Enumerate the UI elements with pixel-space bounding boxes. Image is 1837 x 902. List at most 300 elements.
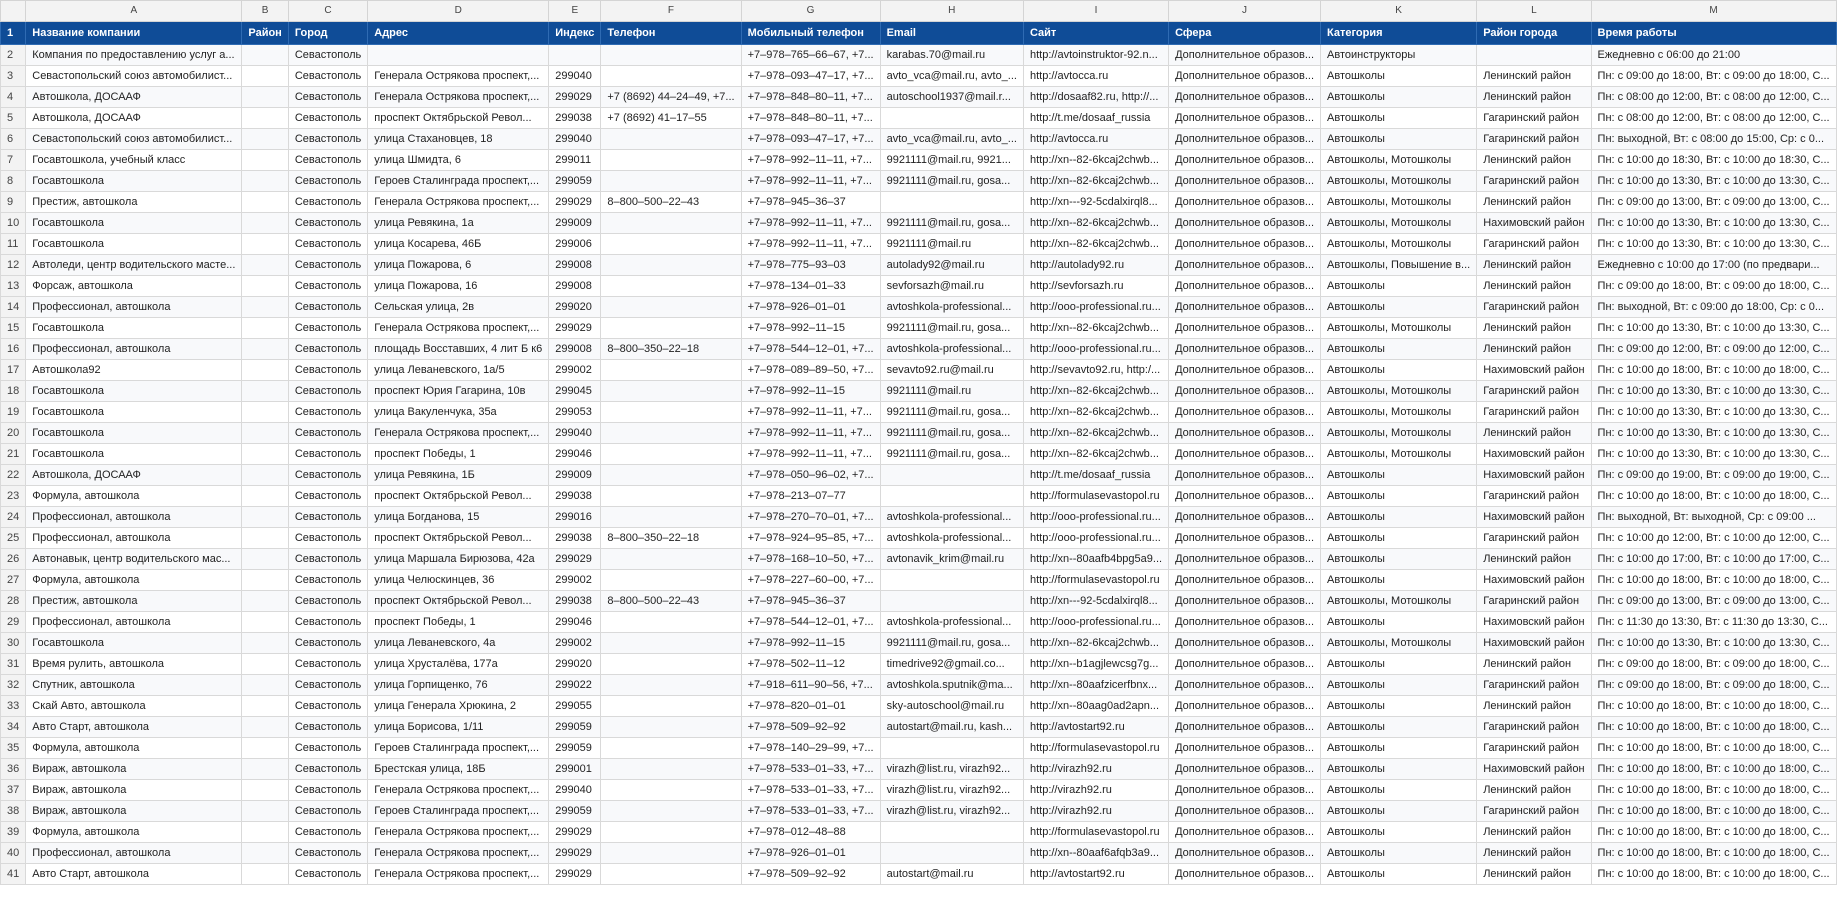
table-cell[interactable]: +7‒978‒926‒01‒01 xyxy=(741,843,880,864)
table-cell[interactable] xyxy=(242,108,288,129)
column-header-m[interactable]: M xyxy=(1591,1,1836,22)
table-cell[interactable]: http://t.me/dosaaf_russia xyxy=(1023,465,1168,486)
table-cell[interactable]: Дополнительное образов... xyxy=(1169,654,1321,675)
header-cell-company-name[interactable]: Название компании xyxy=(26,22,242,45)
table-cell[interactable]: 299029 xyxy=(549,192,601,213)
table-cell[interactable]: Нахимовский район xyxy=(1477,633,1591,654)
table-cell[interactable]: +7‒978‒134‒01‒33 xyxy=(741,276,880,297)
table-cell[interactable] xyxy=(242,234,288,255)
table-cell[interactable] xyxy=(880,822,1023,843)
table-cell[interactable] xyxy=(601,402,741,423)
table-cell[interactable]: +7‒978‒544‒12‒01, +7... xyxy=(741,339,880,360)
table-cell[interactable]: Пн: с 10:00 до 18:00, Вт: с 10:00 до 18:00, С... xyxy=(1591,843,1836,864)
table-cell[interactable]: Автошколы xyxy=(1321,570,1477,591)
table-cell[interactable]: Автошколы xyxy=(1321,486,1477,507)
table-cell[interactable]: 8‒800‒500‒22‒43 xyxy=(601,192,741,213)
table-cell[interactable] xyxy=(601,234,741,255)
table-cell[interactable]: +7‒978‒992‒11‒11, +7... xyxy=(741,150,880,171)
row-number[interactable]: 3 xyxy=(1,66,26,87)
table-cell[interactable]: Севастополь xyxy=(288,192,367,213)
table-cell[interactable] xyxy=(242,255,288,276)
table-cell[interactable]: Севастополь xyxy=(288,612,367,633)
table-cell[interactable] xyxy=(601,654,741,675)
table-cell[interactable] xyxy=(242,717,288,738)
row-number[interactable]: 32 xyxy=(1,675,26,696)
table-cell[interactable]: http://avtocca.ru xyxy=(1023,129,1168,150)
table-cell[interactable]: Автоинструкторы xyxy=(1321,45,1477,66)
table-cell[interactable]: Спутник, автошкола xyxy=(26,675,242,696)
table-cell[interactable]: +7‒978‒992‒11‒11, +7... xyxy=(741,213,880,234)
table-cell[interactable] xyxy=(601,801,741,822)
table-cell[interactable]: Севастополь xyxy=(288,591,367,612)
table-cell[interactable]: Генерала Острякова проспект,... xyxy=(368,843,549,864)
table-cell[interactable]: улица Косарева, 46Б xyxy=(368,234,549,255)
table-cell[interactable]: Севастополь xyxy=(288,633,367,654)
table-cell[interactable] xyxy=(242,192,288,213)
table-cell[interactable]: Скай Авто, автошкола xyxy=(26,696,242,717)
table-cell[interactable]: Дополнительное образов... xyxy=(1169,171,1321,192)
table-cell[interactable]: Ленинский район xyxy=(1477,255,1591,276)
header-cell-phone[interactable]: Телефон xyxy=(601,22,741,45)
table-cell[interactable]: Формула, автошкола xyxy=(26,570,242,591)
table-cell[interactable]: Автошколы xyxy=(1321,465,1477,486)
table-cell[interactable]: Профессионал, автошкола xyxy=(26,612,242,633)
column-header-k[interactable]: K xyxy=(1321,1,1477,22)
table-cell[interactable]: Севастополь xyxy=(288,549,367,570)
table-cell[interactable]: 299009 xyxy=(549,213,601,234)
table-cell[interactable]: 299002 xyxy=(549,360,601,381)
table-cell[interactable]: virazh@list.ru, virazh92... xyxy=(880,759,1023,780)
table-cell[interactable] xyxy=(242,87,288,108)
table-cell[interactable]: Гагаринский район xyxy=(1477,738,1591,759)
header-cell-website[interactable]: Сайт xyxy=(1023,22,1168,45)
table-cell[interactable]: http://xn--82-6kcaj2chwb... xyxy=(1023,444,1168,465)
table-cell[interactable]: 299059 xyxy=(549,717,601,738)
table-cell[interactable]: Севастополь xyxy=(288,360,367,381)
table-cell[interactable]: Пн: с 10:00 до 13:30, Вт: с 10:00 до 13:30, С... xyxy=(1591,381,1836,402)
table-cell[interactable] xyxy=(242,549,288,570)
table-cell[interactable]: Вираж, автошкола xyxy=(26,759,242,780)
table-cell[interactable]: 299045 xyxy=(549,381,601,402)
table-cell[interactable]: Пн: с 10:00 до 13:30, Вт: с 10:00 до 13:30, С... xyxy=(1591,444,1836,465)
table-cell[interactable]: Пн: с 10:00 до 17:00, Вт: с 10:00 до 17:00, С... xyxy=(1591,549,1836,570)
table-cell[interactable] xyxy=(242,864,288,885)
table-cell[interactable]: Пн: с 08:00 до 12:00, Вт: с 08:00 до 12:00, С... xyxy=(1591,108,1836,129)
column-header-a[interactable]: A xyxy=(26,1,242,22)
header-cell-address[interactable]: Адрес xyxy=(368,22,549,45)
table-cell[interactable]: +7‒978‒992‒11‒11, +7... xyxy=(741,444,880,465)
table-cell[interactable] xyxy=(601,444,741,465)
table-cell[interactable]: Автошколы xyxy=(1321,759,1477,780)
row-number[interactable]: 22 xyxy=(1,465,26,486)
table-cell[interactable]: 299001 xyxy=(549,759,601,780)
table-cell[interactable]: Севастополь xyxy=(288,780,367,801)
select-all-corner[interactable] xyxy=(1,1,26,22)
table-cell[interactable]: Автошкола, ДОСААФ xyxy=(26,87,242,108)
column-header-f[interactable]: F xyxy=(601,1,741,22)
table-cell[interactable] xyxy=(601,717,741,738)
table-cell[interactable]: Дополнительное образов... xyxy=(1169,801,1321,822)
table-cell[interactable]: Престиж, автошкола xyxy=(26,192,242,213)
table-cell[interactable]: http://xn--82-6kcaj2chwb... xyxy=(1023,150,1168,171)
table-cell[interactable]: Генерала Острякова проспект,... xyxy=(368,192,549,213)
table-cell[interactable]: 299055 xyxy=(549,696,601,717)
table-cell[interactable]: Автошколы xyxy=(1321,87,1477,108)
row-number[interactable]: 25 xyxy=(1,528,26,549)
table-cell[interactable]: Госавтошкола xyxy=(26,381,242,402)
table-cell[interactable]: Автошколы, Мотошколы xyxy=(1321,192,1477,213)
table-cell[interactable]: 299020 xyxy=(549,297,601,318)
table-cell[interactable]: Пн: с 10:00 до 18:00, Вт: с 10:00 до 18:00, С... xyxy=(1591,738,1836,759)
table-cell[interactable]: Ежедневно с 06:00 до 21:00 xyxy=(1591,45,1836,66)
table-cell[interactable]: Дополнительное образов... xyxy=(1169,276,1321,297)
table-cell[interactable]: http://xn--b1agjlewcsg7g... xyxy=(1023,654,1168,675)
table-cell[interactable]: 299029 xyxy=(549,318,601,339)
table-cell[interactable]: Вираж, автошкола xyxy=(26,780,242,801)
table-cell[interactable]: timedrive92@gmail.co... xyxy=(880,654,1023,675)
table-cell[interactable]: 9921111@mail.ru, gosa... xyxy=(880,423,1023,444)
table-cell[interactable]: Дополнительное образов... xyxy=(1169,213,1321,234)
table-cell[interactable]: 9921111@mail.ru, gosa... xyxy=(880,171,1023,192)
table-cell[interactable]: проспект Октябрьской Револ... xyxy=(368,528,549,549)
row-number[interactable]: 26 xyxy=(1,549,26,570)
table-cell[interactable]: Профессионал, автошкола xyxy=(26,297,242,318)
table-cell[interactable]: Автошкола, ДОСААФ xyxy=(26,465,242,486)
table-cell[interactable]: Автошколы xyxy=(1321,675,1477,696)
table-cell[interactable] xyxy=(242,318,288,339)
table-cell[interactable] xyxy=(601,738,741,759)
table-cell[interactable]: Ленинский район xyxy=(1477,822,1591,843)
table-cell[interactable]: +7‒978‒945‒36‒37 xyxy=(741,591,880,612)
table-cell[interactable]: +7‒978‒848‒80‒11, +7... xyxy=(741,108,880,129)
table-cell[interactable]: Автошколы, Мотошколы xyxy=(1321,402,1477,423)
table-cell[interactable] xyxy=(242,486,288,507)
table-cell[interactable]: 299016 xyxy=(549,507,601,528)
table-cell[interactable]: Автошколы xyxy=(1321,339,1477,360)
table-cell[interactable]: Автошколы xyxy=(1321,654,1477,675)
row-number[interactable]: 30 xyxy=(1,633,26,654)
table-cell[interactable]: Ленинский район xyxy=(1477,696,1591,717)
table-cell[interactable]: Дополнительное образов... xyxy=(1169,780,1321,801)
table-cell[interactable]: +7‒978‒544‒12‒01, +7... xyxy=(741,612,880,633)
table-cell[interactable]: Ленинский район xyxy=(1477,864,1591,885)
table-cell[interactable]: Севастополь xyxy=(288,843,367,864)
table-cell[interactable] xyxy=(880,843,1023,864)
column-header-d[interactable]: D xyxy=(368,1,549,22)
header-cell-category[interactable]: Категория xyxy=(1321,22,1477,45)
table-cell[interactable]: +7 (8692) 44‒24‒49, +7... xyxy=(601,87,741,108)
table-cell[interactable]: Нахимовский район xyxy=(1477,570,1591,591)
table-cell[interactable] xyxy=(242,150,288,171)
table-cell[interactable]: http://virazh92.ru xyxy=(1023,801,1168,822)
table-cell[interactable] xyxy=(601,570,741,591)
table-cell[interactable] xyxy=(242,402,288,423)
table-cell[interactable] xyxy=(242,822,288,843)
table-cell[interactable]: Автошколы xyxy=(1321,108,1477,129)
row-number[interactable]: 36 xyxy=(1,759,26,780)
table-cell[interactable]: +7‒978‒227‒60‒00, +7... xyxy=(741,570,880,591)
table-cell[interactable]: Автошколы xyxy=(1321,297,1477,318)
table-cell[interactable]: Гагаринский район xyxy=(1477,297,1591,318)
row-number[interactable]: 21 xyxy=(1,444,26,465)
table-cell[interactable]: Дополнительное образов... xyxy=(1169,402,1321,423)
table-cell[interactable]: Севастополь xyxy=(288,339,367,360)
table-cell[interactable]: Форсаж, автошкола xyxy=(26,276,242,297)
table-cell[interactable]: 9921111@mail.ru xyxy=(880,234,1023,255)
table-cell[interactable]: http://xn--82-6kcaj2chwb... xyxy=(1023,381,1168,402)
table-cell[interactable]: Автошкола92 xyxy=(26,360,242,381)
table-cell[interactable]: +7‒978‒924‒95‒85, +7... xyxy=(741,528,880,549)
table-cell[interactable]: проспект Октябрьской Револ... xyxy=(368,108,549,129)
table-cell[interactable]: Пн: с 09:00 до 18:00, Вт: с 09:00 до 18:00, С... xyxy=(1591,276,1836,297)
table-cell[interactable]: Автошколы, Мотошколы xyxy=(1321,234,1477,255)
table-cell[interactable]: Гагаринский район xyxy=(1477,486,1591,507)
table-cell[interactable] xyxy=(242,339,288,360)
table-cell[interactable]: Госавтошкола xyxy=(26,213,242,234)
table-cell[interactable] xyxy=(242,633,288,654)
table-cell[interactable]: Ежедневно с 10:00 до 17:00 (по предвари... xyxy=(1591,255,1836,276)
table-cell[interactable]: Пн: выходной, Вт: с 08:00 до 15:00, Ср: с 0... xyxy=(1591,129,1836,150)
table-cell[interactable]: avtoshkola-professional... xyxy=(880,297,1023,318)
table-cell[interactable]: Пн: с 09:00 до 18:00, Вт: с 09:00 до 18:00, С... xyxy=(1591,654,1836,675)
row-number[interactable]: 10 xyxy=(1,213,26,234)
table-cell[interactable]: http://xn--80aaf6afqb3a9... xyxy=(1023,843,1168,864)
table-cell[interactable]: Авто Старт, автошкола xyxy=(26,717,242,738)
header-cell-region[interactable]: Район xyxy=(242,22,288,45)
table-cell[interactable]: http://xn--82-6kcaj2chwb... xyxy=(1023,234,1168,255)
table-cell[interactable]: +7‒978‒820‒01‒01 xyxy=(741,696,880,717)
table-cell[interactable]: Гагаринский район xyxy=(1477,234,1591,255)
table-cell[interactable] xyxy=(601,255,741,276)
table-cell[interactable]: Пн: с 09:00 до 13:00, Вт: с 09:00 до 13:00, С... xyxy=(1591,591,1836,612)
table-cell[interactable]: Пн: с 10:00 до 13:30, Вт: с 10:00 до 13:30, С... xyxy=(1591,402,1836,423)
table-cell[interactable]: http://dosaaf82.ru, http://... xyxy=(1023,87,1168,108)
table-cell[interactable]: Ленинский район xyxy=(1477,843,1591,864)
row-number[interactable]: 4 xyxy=(1,87,26,108)
table-cell[interactable]: Севастополь xyxy=(288,171,367,192)
table-cell[interactable]: 299053 xyxy=(549,402,601,423)
row-number[interactable]: 15 xyxy=(1,318,26,339)
table-cell[interactable]: +7‒978‒168‒10‒50, +7... xyxy=(741,549,880,570)
table-cell[interactable]: Севастополь xyxy=(288,234,367,255)
table-cell[interactable]: Пн: с 10:00 до 18:30, Вт: с 10:00 до 18:30, С... xyxy=(1591,150,1836,171)
header-cell-email[interactable]: Email xyxy=(880,22,1023,45)
table-cell[interactable]: 299006 xyxy=(549,234,601,255)
table-cell[interactable]: Пн: с 10:00 до 18:00, Вт: с 10:00 до 18:00, С... xyxy=(1591,801,1836,822)
table-cell[interactable]: autolady92@mail.ru xyxy=(880,255,1023,276)
table-cell[interactable]: Формула, автошкола xyxy=(26,486,242,507)
table-cell[interactable]: Дополнительное образов... xyxy=(1169,150,1321,171)
table-cell[interactable]: +7‒978‒270‒70‒01, +7... xyxy=(741,507,880,528)
table-cell[interactable]: Гагаринский район xyxy=(1477,171,1591,192)
row-number[interactable]: 2 xyxy=(1,45,26,66)
column-header-h[interactable]: H xyxy=(880,1,1023,22)
table-cell[interactable]: Нахимовский район xyxy=(1477,507,1591,528)
table-cell[interactable]: avto_vca@mail.ru, avto_... xyxy=(880,66,1023,87)
table-cell[interactable]: Автошколы xyxy=(1321,738,1477,759)
table-cell[interactable]: Дополнительное образов... xyxy=(1169,507,1321,528)
table-cell[interactable]: Севастополь xyxy=(288,507,367,528)
table-cell[interactable]: Нахимовский район xyxy=(1477,759,1591,780)
column-header-g[interactable]: G xyxy=(741,1,880,22)
table-cell[interactable]: Героев Сталинграда проспект,... xyxy=(368,738,549,759)
table-cell[interactable] xyxy=(601,549,741,570)
table-cell[interactable] xyxy=(601,150,741,171)
table-cell[interactable]: 9921111@mail.ru, gosa... xyxy=(880,318,1023,339)
table-cell[interactable]: 8‒800‒350‒22‒18 xyxy=(601,339,741,360)
table-cell[interactable]: +7‒978‒213‒07‒77 xyxy=(741,486,880,507)
header-cell-sphere[interactable]: Сфера xyxy=(1169,22,1321,45)
table-cell[interactable]: Пн: с 10:00 до 13:30, Вт: с 10:00 до 13:30, С... xyxy=(1591,318,1836,339)
table-cell[interactable]: 299008 xyxy=(549,276,601,297)
table-cell[interactable]: Генерала Острякова проспект,... xyxy=(368,822,549,843)
table-cell[interactable] xyxy=(242,45,288,66)
row-number[interactable]: 41 xyxy=(1,864,26,885)
table-cell[interactable] xyxy=(242,276,288,297)
table-cell[interactable] xyxy=(242,801,288,822)
table-cell[interactable] xyxy=(242,171,288,192)
table-cell[interactable]: Гагаринский район xyxy=(1477,108,1591,129)
table-cell[interactable]: Севастополь xyxy=(288,150,367,171)
table-cell[interactable]: avtoshkola-professional... xyxy=(880,339,1023,360)
table-cell[interactable]: Дополнительное образов... xyxy=(1169,339,1321,360)
table-cell[interactable]: Дополнительное образов... xyxy=(1169,87,1321,108)
table-cell[interactable]: Ленинский район xyxy=(1477,318,1591,339)
table-cell[interactable]: Пн: с 10:00 до 18:00, Вт: с 10:00 до 18:00, С... xyxy=(1591,780,1836,801)
table-cell[interactable]: Дополнительное образов... xyxy=(1169,129,1321,150)
row-number[interactable]: 17 xyxy=(1,360,26,381)
table-cell[interactable]: Нахимовский район xyxy=(1477,444,1591,465)
table-cell[interactable]: Автошколы xyxy=(1321,612,1477,633)
table-cell[interactable]: +7‒978‒509‒92‒92 xyxy=(741,864,880,885)
table-cell[interactable]: Автошколы xyxy=(1321,276,1477,297)
row-number[interactable]: 35 xyxy=(1,738,26,759)
table-cell[interactable]: Автошколы xyxy=(1321,528,1477,549)
table-cell[interactable] xyxy=(242,612,288,633)
table-cell[interactable] xyxy=(601,66,741,87)
table-cell[interactable]: Севастополь xyxy=(288,213,367,234)
table-cell[interactable]: Севастополь xyxy=(288,129,367,150)
table-cell[interactable] xyxy=(601,297,741,318)
table-cell[interactable]: Генерала Острякова проспект,... xyxy=(368,423,549,444)
table-cell[interactable]: Формула, автошкола xyxy=(26,738,242,759)
table-cell[interactable]: улица Маршала Бирюзова, 42а xyxy=(368,549,549,570)
table-cell[interactable]: Брестская улица, 18Б xyxy=(368,759,549,780)
row-number[interactable]: 23 xyxy=(1,486,26,507)
table-cell[interactable]: проспект Победы, 1 xyxy=(368,612,549,633)
table-cell[interactable]: Пн: с 10:00 до 18:00, Вт: с 10:00 до 18:00, С... xyxy=(1591,570,1836,591)
table-cell[interactable]: Гагаринский район xyxy=(1477,717,1591,738)
table-cell[interactable] xyxy=(242,213,288,234)
table-cell[interactable]: 9921111@mail.ru, gosa... xyxy=(880,444,1023,465)
row-number[interactable]: 33 xyxy=(1,696,26,717)
table-cell[interactable]: http://xn--80aafb4bpg5a9... xyxy=(1023,549,1168,570)
table-cell[interactable]: Автошколы xyxy=(1321,822,1477,843)
table-cell[interactable]: 299022 xyxy=(549,675,601,696)
table-cell[interactable]: Севастополь xyxy=(288,654,367,675)
table-cell[interactable]: +7‒978‒093‒47‒17, +7... xyxy=(741,129,880,150)
table-cell[interactable]: 299029 xyxy=(549,822,601,843)
table-cell[interactable]: avtoshkola-professional... xyxy=(880,507,1023,528)
table-cell[interactable] xyxy=(242,360,288,381)
table-cell[interactable] xyxy=(601,759,741,780)
table-cell[interactable]: Пн: с 09:00 до 18:00, Вт: с 09:00 до 18:00, С... xyxy=(1591,675,1836,696)
table-cell[interactable]: Ленинский район xyxy=(1477,87,1591,108)
table-cell[interactable] xyxy=(368,45,549,66)
table-cell[interactable]: http://xn--82-6kcaj2chwb... xyxy=(1023,213,1168,234)
table-cell[interactable]: Госавтошкола, учебный класс xyxy=(26,150,242,171)
table-cell[interactable] xyxy=(601,465,741,486)
table-cell[interactable]: Автошколы, Мотошколы xyxy=(1321,381,1477,402)
table-cell[interactable]: Гагаринский район xyxy=(1477,381,1591,402)
table-cell[interactable]: +7‒978‒140‒29‒99, +7... xyxy=(741,738,880,759)
table-cell[interactable]: +7‒978‒992‒11‒15 xyxy=(741,318,880,339)
table-cell[interactable]: http://xn--80aafzicerfbnx... xyxy=(1023,675,1168,696)
table-cell[interactable]: Дополнительное образов... xyxy=(1169,759,1321,780)
table-cell[interactable] xyxy=(1477,45,1591,66)
table-cell[interactable] xyxy=(880,108,1023,129)
table-cell[interactable]: Профессионал, автошкола xyxy=(26,507,242,528)
table-cell[interactable]: http://xn---92-5cdalxirql8... xyxy=(1023,192,1168,213)
table-cell[interactable]: http://xn--82-6kcaj2chwb... xyxy=(1023,402,1168,423)
table-cell[interactable]: Престиж, автошкола xyxy=(26,591,242,612)
table-cell[interactable]: +7‒978‒509‒92‒92 xyxy=(741,717,880,738)
table-cell[interactable]: Севастополь xyxy=(288,108,367,129)
table-cell[interactable]: +7‒978‒012‒48‒88 xyxy=(741,822,880,843)
table-cell[interactable]: улица Вакуленчука, 35а xyxy=(368,402,549,423)
table-cell[interactable] xyxy=(242,738,288,759)
table-cell[interactable]: Пн: с 11:30 до 13:30, Вт: с 11:30 до 13:30, С... xyxy=(1591,612,1836,633)
table-cell[interactable]: http://avtoinstruktor-92.n... xyxy=(1023,45,1168,66)
table-cell[interactable] xyxy=(242,843,288,864)
row-number[interactable]: 11 xyxy=(1,234,26,255)
table-cell[interactable]: Севастополь xyxy=(288,276,367,297)
table-cell[interactable]: autostart@mail.ru, kash... xyxy=(880,717,1023,738)
table-cell[interactable]: Нахимовский район xyxy=(1477,213,1591,234)
table-cell[interactable]: Дополнительное образов... xyxy=(1169,717,1321,738)
column-header-b[interactable]: B xyxy=(242,1,288,22)
row-number[interactable]: 40 xyxy=(1,843,26,864)
table-cell[interactable]: http://t.me/dosaaf_russia xyxy=(1023,108,1168,129)
row-number[interactable]: 31 xyxy=(1,654,26,675)
table-cell[interactable]: 299059 xyxy=(549,738,601,759)
table-cell[interactable]: Дополнительное образов... xyxy=(1169,612,1321,633)
table-cell[interactable]: улица Леваневского, 1а/5 xyxy=(368,360,549,381)
table-cell[interactable]: Дополнительное образов... xyxy=(1169,633,1321,654)
table-cell[interactable]: Пн: с 09:00 до 18:00, Вт: с 09:00 до 18:00, С... xyxy=(1591,66,1836,87)
table-cell[interactable]: Севастополь xyxy=(288,570,367,591)
table-cell[interactable]: 299008 xyxy=(549,255,601,276)
table-cell[interactable]: Пн: с 10:00 до 13:30, Вт: с 10:00 до 13:30, С... xyxy=(1591,234,1836,255)
table-cell[interactable]: Автошколы xyxy=(1321,129,1477,150)
table-cell[interactable]: 299059 xyxy=(549,801,601,822)
table-cell[interactable]: http://formulasevastopol.ru xyxy=(1023,570,1168,591)
table-cell[interactable]: Ленинский район xyxy=(1477,150,1591,171)
table-cell[interactable]: Сельская улица, 2в xyxy=(368,297,549,318)
table-cell[interactable]: 9921111@mail.ru xyxy=(880,381,1023,402)
table-cell[interactable]: Пн: с 09:00 до 13:00, Вт: с 09:00 до 13:00, С... xyxy=(1591,192,1836,213)
table-cell[interactable]: улица Пожарова, 6 xyxy=(368,255,549,276)
table-cell[interactable] xyxy=(601,276,741,297)
table-cell[interactable]: karabas.70@mail.ru xyxy=(880,45,1023,66)
column-header-c[interactable]: C xyxy=(288,1,367,22)
table-cell[interactable]: 9921111@mail.ru, gosa... xyxy=(880,633,1023,654)
table-cell[interactable]: Автошколы, Мотошколы xyxy=(1321,444,1477,465)
table-cell[interactable]: 299038 xyxy=(549,486,601,507)
table-cell[interactable]: улица Стахановцев, 18 xyxy=(368,129,549,150)
table-cell[interactable]: 9921111@mail.ru, gosa... xyxy=(880,402,1023,423)
column-header-i[interactable]: I xyxy=(1023,1,1168,22)
